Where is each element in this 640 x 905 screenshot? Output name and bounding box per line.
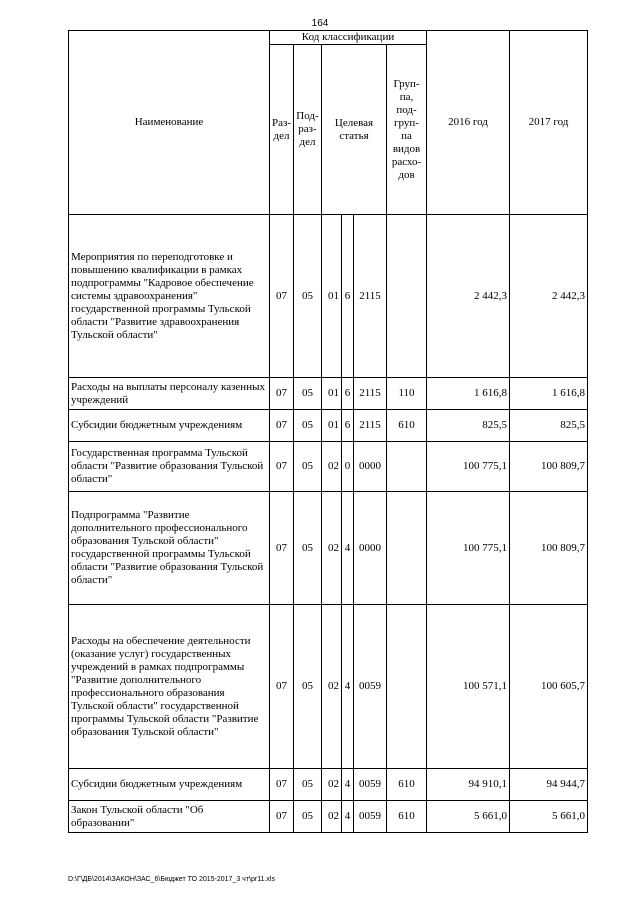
- row-2017: 1 616,8: [510, 378, 588, 410]
- row-name: Субсидии бюджетным учреждениям: [69, 410, 270, 442]
- row-target-code: 0059: [354, 801, 387, 833]
- page-number: 164: [311, 18, 329, 29]
- table-row: [69, 215, 588, 378]
- row-target-code: 2115: [354, 410, 387, 442]
- row-target-code: 0059: [354, 605, 387, 769]
- row-target-program: 01: [322, 215, 342, 378]
- row-name: Расходы на выплаты персоналу казенных учреждений: [69, 378, 270, 410]
- row-2016: 94 910,1: [427, 769, 510, 801]
- row-name: Государственная программа Тульской области "Развитие образования Тульской области": [69, 442, 270, 492]
- row-target-program: 02: [322, 492, 342, 605]
- file-path-footer: D:\Г\ДБ\2014\ЗАКОН\ЗАС_6\Бюджет ТО 2015-2017_3 чт\pr11.xls: [68, 876, 275, 883]
- header-year-2017: 2017 год: [510, 31, 588, 215]
- row-podrazdel: 05: [294, 442, 322, 492]
- row-target-code: 2115: [354, 215, 387, 378]
- row-group: [387, 442, 427, 492]
- row-target-subprogram: 4: [342, 492, 354, 605]
- row-2017: 94 944,7: [510, 769, 588, 801]
- row-target-subprogram: 4: [342, 769, 354, 801]
- table-header: [69, 31, 588, 215]
- table-row: [69, 605, 588, 769]
- row-name: Подпрограмма "Развитие дополнительного профессионального образования Тульской области" государственной программы Тульской области "Развитие образования Тульской области": [69, 492, 270, 605]
- table-row: [69, 410, 588, 442]
- row-2016: 100 571,1: [427, 605, 510, 769]
- row-razdel: 07: [270, 215, 294, 378]
- row-name: Субсидии бюджетным учреждениям: [69, 769, 270, 801]
- row-target-subprogram: 6: [342, 215, 354, 378]
- row-razdel: 07: [270, 410, 294, 442]
- table-row: [69, 769, 588, 801]
- header-year-2016: 2016 год: [427, 31, 510, 215]
- row-target-subprogram: 6: [342, 410, 354, 442]
- header-name: Наименование: [69, 31, 270, 215]
- row-2017: 100 809,7: [510, 492, 588, 605]
- row-group: [387, 605, 427, 769]
- row-2017: 5 661,0: [510, 801, 588, 833]
- header-code-group: Код классификации: [270, 31, 427, 45]
- row-target-program: 01: [322, 410, 342, 442]
- row-group: 110: [387, 378, 427, 410]
- header-target-article: Целевая статья: [322, 45, 387, 215]
- row-podrazdel: 05: [294, 410, 322, 442]
- row-razdel: 07: [270, 769, 294, 801]
- row-target-code: 2115: [354, 378, 387, 410]
- row-target-subprogram: 6: [342, 378, 354, 410]
- row-group: 610: [387, 410, 427, 442]
- row-group: 610: [387, 769, 427, 801]
- row-2016: 1 616,8: [427, 378, 510, 410]
- row-name: Закон Тульской области "Об образовании": [69, 801, 270, 833]
- row-name: Мероприятия по переподготовке и повышению квалификации в рамках подпрограммы "Кадровое обеспечение системы здравоохранения" государственной программы Тульской области "Развитие здравоохранения Тульской области": [69, 215, 270, 378]
- row-target-subprogram: 4: [342, 801, 354, 833]
- row-2016: 825,5: [427, 410, 510, 442]
- row-target-code: 0000: [354, 442, 387, 492]
- row-target-code: 0000: [354, 492, 387, 605]
- header-podrazdel: Под- раз- дел: [294, 45, 322, 215]
- table-row: [69, 492, 588, 605]
- header-razdel: Раз- дел: [270, 45, 294, 215]
- row-razdel: 07: [270, 801, 294, 833]
- row-razdel: 07: [270, 605, 294, 769]
- row-razdel: 07: [270, 442, 294, 492]
- row-razdel: 07: [270, 378, 294, 410]
- budget-table: [68, 30, 588, 833]
- row-group: [387, 215, 427, 378]
- row-podrazdel: 05: [294, 801, 322, 833]
- row-2017: 100 605,7: [510, 605, 588, 769]
- row-target-program: 02: [322, 605, 342, 769]
- row-podrazdel: 05: [294, 215, 322, 378]
- row-name: Расходы на обеспечение деятельности (оказание услуг) государственных учреждений в рамках подпрограммы "Развитие дополнительного профессионального образования Тульской области" государственной программы Тульской области "Развитие образования Тульской области": [69, 605, 270, 769]
- table-row: [69, 442, 588, 492]
- row-target-code: 0059: [354, 769, 387, 801]
- row-target-subprogram: 4: [342, 605, 354, 769]
- table-row: [69, 801, 588, 833]
- table-row: [69, 378, 588, 410]
- row-podrazdel: 05: [294, 605, 322, 769]
- row-2017: 825,5: [510, 410, 588, 442]
- row-group: [387, 492, 427, 605]
- row-2017: 100 809,7: [510, 442, 588, 492]
- row-podrazdel: 05: [294, 492, 322, 605]
- row-group: 610: [387, 801, 427, 833]
- row-2016: 2 442,3: [427, 215, 510, 378]
- row-target-program: 02: [322, 442, 342, 492]
- row-2016: 100 775,1: [427, 442, 510, 492]
- row-target-program: 02: [322, 801, 342, 833]
- row-podrazdel: 05: [294, 769, 322, 801]
- row-target-program: 02: [322, 769, 342, 801]
- row-target-program: 01: [322, 378, 342, 410]
- row-2016: 5 661,0: [427, 801, 510, 833]
- row-podrazdel: 05: [294, 378, 322, 410]
- row-2017: 2 442,3: [510, 215, 588, 378]
- row-razdel: 07: [270, 492, 294, 605]
- row-target-subprogram: 0: [342, 442, 354, 492]
- row-2016: 100 775,1: [427, 492, 510, 605]
- header-expense-group: Груп- па, под- груп- па видов расхо- дов: [387, 45, 427, 215]
